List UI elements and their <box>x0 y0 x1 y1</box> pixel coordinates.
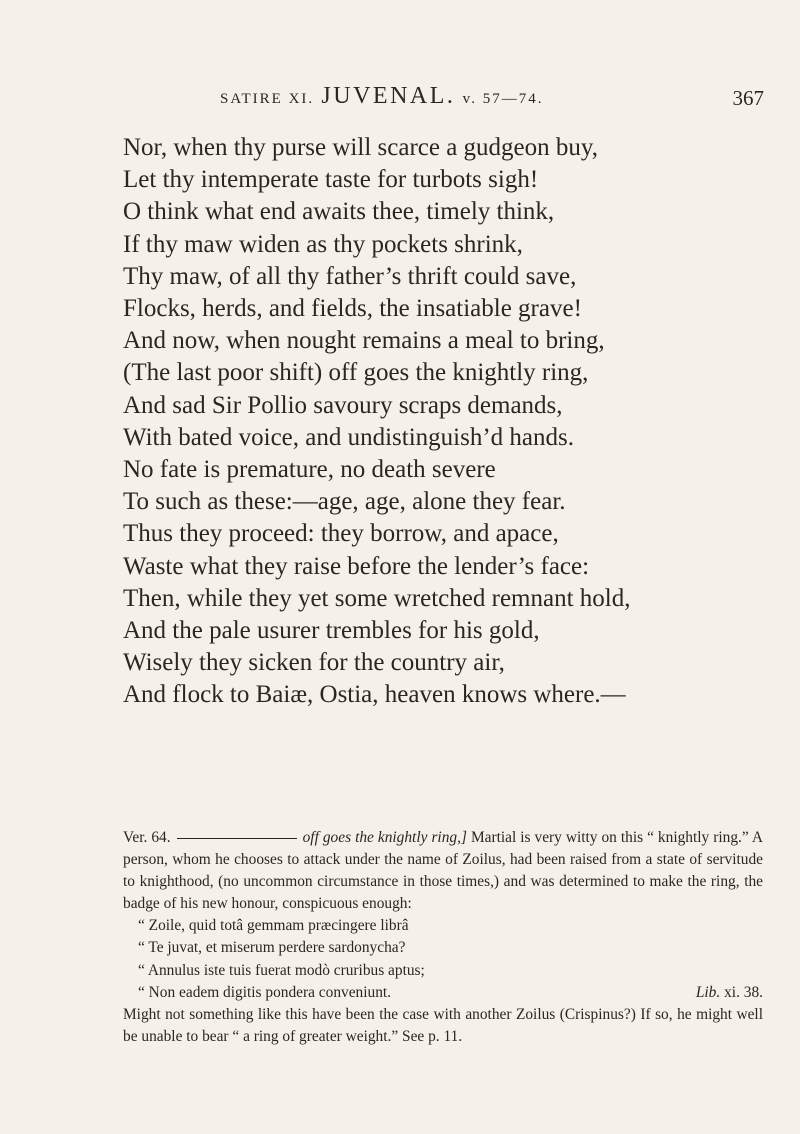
poem-line: And now, when nought remains a meal to bring, <box>123 327 605 355</box>
poem-line: To such as these:—age, age, alone they fear. <box>123 488 566 516</box>
poem-line: And the pale usurer trembles for his gold, <box>123 617 540 645</box>
quote-line: “ Zoile, quid totâ gemmam præcingere librâ <box>138 917 409 935</box>
quote-line: “ Annulus iste tuis fuerat modò cruribus aptus; <box>138 961 425 979</box>
verse-ref: Ver. 64. <box>123 829 171 846</box>
citation-work: Lib. <box>695 983 721 1001</box>
citation <box>696 982 763 1004</box>
poem-text <box>123 132 763 712</box>
running-head-author: JUVENAL. <box>321 83 456 109</box>
poem-line: O think what end awaits thee, timely think, <box>123 198 555 226</box>
poem-line: No fate is premature, no death severe <box>123 456 496 484</box>
page-header <box>0 83 800 123</box>
note-lemma: off goes the knightly ring,] <box>302 829 467 846</box>
poem-line: Thus they proceed: they borrow, and apace, <box>123 520 559 548</box>
page-number: 367 <box>732 86 764 110</box>
poem-line: With bated voice, and undistinguish’d hands. <box>123 423 575 451</box>
footnotes <box>123 827 763 1048</box>
note-paragraph <box>123 827 763 915</box>
poem-line: (The last poor shift) off goes the knightly ring, <box>123 359 589 387</box>
poem-line: Wisely they sicken for the country air, <box>123 649 505 677</box>
note-paragraph-2: Might not something like this have been the case with another Zoilus (Crispinus?) If so, he might well be unable to bear “ a ring of greater weight.” See p. 11. <box>123 1005 763 1045</box>
poem-line: If thy maw widen as thy pockets shrink, <box>123 230 523 258</box>
poem-line: Let thy intemperate taste for turbots sigh! <box>123 166 539 194</box>
poem-line: And sad Sir Pollio savoury scraps demands, <box>123 391 563 419</box>
note-body: Martial is very witty on this “ knightly ring.” A person, whom he chooses to attack under the name of Zoilus, had been raised from a state of servitude to knighthood, (no uncommon circumstance in those times,) and was determined to make the ring, the badge of his new honour, conspicuous enough: <box>123 829 763 913</box>
note-reference <box>123 829 467 846</box>
poem-line: Then, while they yet some wretched remnant hold, <box>123 584 631 612</box>
running-head-verses: v. 57—74. <box>462 91 544 107</box>
citation-ref: xi. 38. <box>724 983 763 1001</box>
quote-line-cited <box>123 982 763 1004</box>
poem-line: Nor, when thy purse will scarce a gudgeon buy, <box>123 134 599 161</box>
quote-line: “ Te juvat, et miserum perdere sardonycha? <box>138 939 406 957</box>
poem-line: Flocks, herds, and fields, the insatiable grave! <box>123 295 582 323</box>
poem-line: Thy maw, of all thy father’s thrift could save, <box>123 262 577 290</box>
running-head-satire: SATIRE XI. <box>220 91 315 107</box>
poem-line: And flock to Baiæ, Ostia, heaven knows where.— <box>123 681 626 709</box>
rule-dash <box>177 838 297 839</box>
quote-line: “ Non eadem digitis pondera conveniunt. <box>138 983 392 1001</box>
poem-line: Waste what they raise before the lender’s face: <box>123 552 590 580</box>
running-head <box>220 83 543 110</box>
